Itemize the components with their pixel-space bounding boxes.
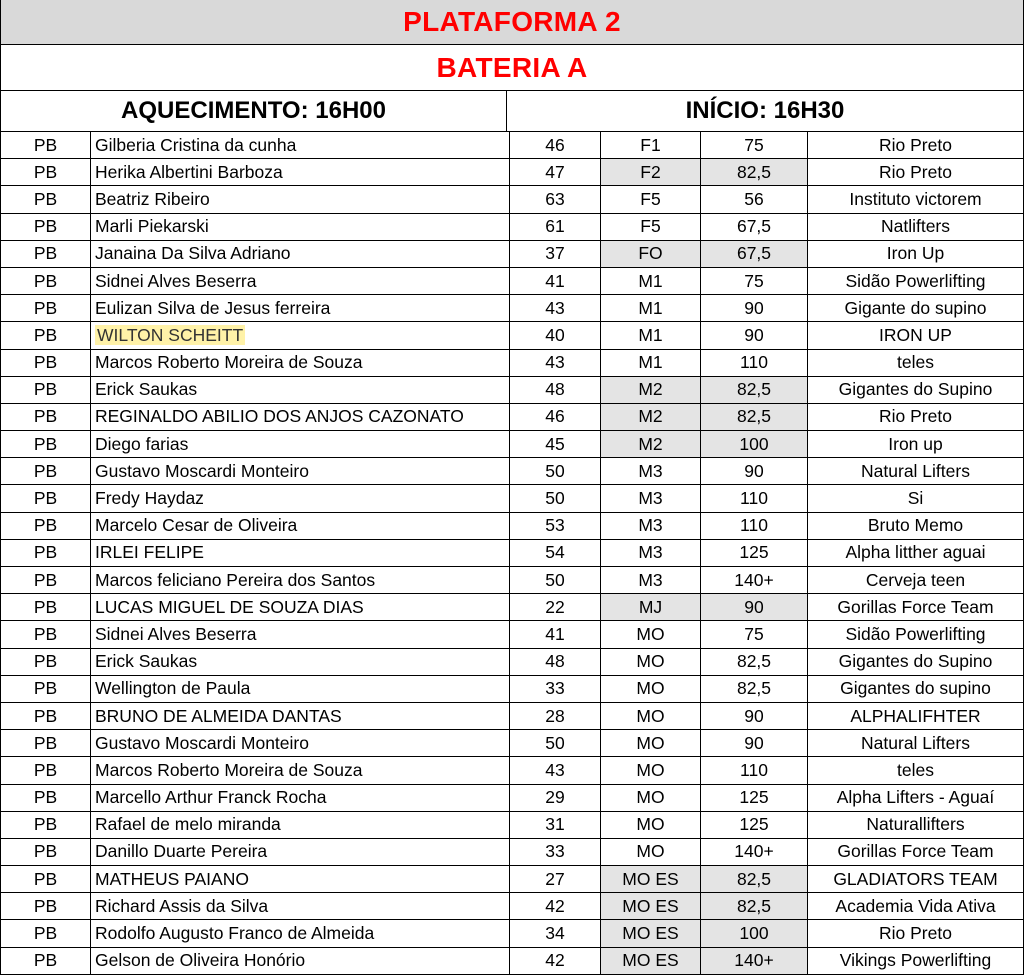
- age-cell[interactable]: 41: [510, 621, 601, 648]
- state-cell[interactable]: PB: [1, 240, 91, 267]
- weight-class-cell[interactable]: 110: [701, 512, 808, 539]
- weight-class-cell[interactable]: 90: [701, 730, 808, 757]
- table-row: [1, 240, 1023, 267]
- age-cell[interactable]: 45: [510, 431, 601, 458]
- athlete-name-cell[interactable]: MATHEUS PAIANO: [91, 866, 510, 893]
- state-cell[interactable]: PB: [1, 458, 91, 485]
- team-cell[interactable]: Natlifters: [808, 213, 1024, 240]
- highlighted-name: WILTON SCHEITT: [97, 324, 244, 345]
- team-cell[interactable]: Rio Preto: [808, 159, 1024, 186]
- table-row: [1, 893, 1023, 920]
- weight-class-cell[interactable]: 90: [701, 295, 808, 322]
- table-row: [1, 730, 1023, 757]
- table-row: [1, 485, 1023, 512]
- weight-class-cell[interactable]: 90: [701, 702, 808, 729]
- age-cell[interactable]: 54: [510, 539, 601, 566]
- athlete-name-cell[interactable]: Erick Saukas: [91, 376, 510, 403]
- team-cell[interactable]: Gorillas Force Team: [808, 594, 1024, 621]
- weight-class-cell[interactable]: 82,5: [701, 376, 808, 403]
- start-time: INÍCIO: 16H30: [685, 97, 845, 124]
- state-cell[interactable]: PB: [1, 159, 91, 186]
- team-cell[interactable]: Naturallifters: [808, 811, 1024, 838]
- age-cell[interactable]: 43: [510, 757, 601, 784]
- age-cell[interactable]: 50: [510, 458, 601, 485]
- athlete-name-cell[interactable]: Gustavo Moscardi Monteiro: [91, 458, 510, 485]
- category-cell[interactable]: MO: [601, 702, 701, 729]
- athlete-name-cell[interactable]: Rodolfo Augusto Franco de Almeida: [91, 920, 510, 947]
- team-cell[interactable]: Sidão Powerlifting: [808, 621, 1024, 648]
- weight-class-cell[interactable]: 90: [701, 322, 808, 349]
- table-row: [1, 322, 1023, 349]
- weight-class-cell[interactable]: 110: [701, 757, 808, 784]
- team-cell[interactable]: Vikings Powerlifting: [808, 947, 1024, 974]
- age-cell[interactable]: 48: [510, 376, 601, 403]
- athlete-name-cell[interactable]: Marcelo Cesar de Oliveira: [91, 512, 510, 539]
- table-row: [1, 784, 1023, 811]
- weight-class-cell[interactable]: 82,5: [701, 403, 808, 430]
- state-cell[interactable]: PB: [1, 648, 91, 675]
- state-cell[interactable]: PB: [1, 594, 91, 621]
- state-cell[interactable]: PB: [1, 866, 91, 893]
- table-row: [1, 403, 1023, 430]
- table-row: [1, 594, 1023, 621]
- state-cell[interactable]: PB: [1, 322, 91, 349]
- athlete-name-cell[interactable]: Sidnei Alves Beserra: [91, 267, 510, 294]
- category-cell[interactable]: MO ES: [601, 947, 701, 974]
- team-cell[interactable]: teles: [808, 349, 1024, 376]
- age-cell[interactable]: 46: [510, 132, 601, 159]
- weight-class-cell[interactable]: 82,5: [701, 893, 808, 920]
- category-cell[interactable]: MO: [601, 838, 701, 865]
- athlete-name-cell[interactable]: Marli Piekarski: [91, 213, 510, 240]
- state-cell[interactable]: PB: [1, 539, 91, 566]
- weight-class-cell[interactable]: 100: [701, 920, 808, 947]
- team-cell[interactable]: Bruto Memo: [808, 512, 1024, 539]
- table-row: [1, 947, 1023, 974]
- age-cell[interactable]: 47: [510, 159, 601, 186]
- category-cell[interactable]: MO ES: [601, 893, 701, 920]
- team-cell[interactable]: Gigante do supino: [808, 295, 1024, 322]
- team-cell[interactable]: Cerveja teen: [808, 567, 1024, 594]
- state-cell[interactable]: PB: [1, 757, 91, 784]
- category-cell[interactable]: M3: [601, 512, 701, 539]
- weight-class-cell[interactable]: 140+: [701, 947, 808, 974]
- athlete-name-cell[interactable]: LUCAS MIGUEL DE SOUZA DIAS: [91, 594, 510, 621]
- team-cell[interactable]: Gorillas Force Team: [808, 838, 1024, 865]
- weight-class-cell[interactable]: 56: [701, 186, 808, 213]
- weight-class-cell[interactable]: 82,5: [701, 866, 808, 893]
- athlete-name-cell[interactable]: Diego farias: [91, 431, 510, 458]
- age-cell[interactable]: 61: [510, 213, 601, 240]
- age-cell[interactable]: 53: [510, 512, 601, 539]
- table-row: [1, 811, 1023, 838]
- team-cell[interactable]: teles: [808, 757, 1024, 784]
- state-cell[interactable]: PB: [1, 893, 91, 920]
- table-row: [1, 295, 1023, 322]
- category-cell[interactable]: M2: [601, 376, 701, 403]
- athlete-table-body: [1, 132, 1023, 974]
- table-row: [1, 648, 1023, 675]
- athlete-name-cell[interactable]: Fredy Haydaz: [91, 485, 510, 512]
- age-cell[interactable]: 34: [510, 920, 601, 947]
- title-row: [1, 0, 1023, 45]
- age-cell[interactable]: 33: [510, 838, 601, 865]
- age-cell[interactable]: 50: [510, 485, 601, 512]
- state-cell[interactable]: PB: [1, 784, 91, 811]
- athlete-name-cell[interactable]: Erick Saukas: [91, 648, 510, 675]
- state-cell[interactable]: PB: [1, 267, 91, 294]
- state-cell[interactable]: PB: [1, 349, 91, 376]
- team-cell[interactable]: Rio Preto: [808, 920, 1024, 947]
- state-cell[interactable]: PB: [1, 431, 91, 458]
- category-cell[interactable]: MJ: [601, 594, 701, 621]
- table-row: [1, 458, 1023, 485]
- state-cell[interactable]: PB: [1, 947, 91, 974]
- category-cell[interactable]: M3: [601, 567, 701, 594]
- athlete-name-cell[interactable]: Janaina Da Silva Adriano: [91, 240, 510, 267]
- weight-class-cell[interactable]: 67,5: [701, 240, 808, 267]
- age-cell[interactable]: 50: [510, 567, 601, 594]
- age-cell[interactable]: 29: [510, 784, 601, 811]
- category-cell[interactable]: FO: [601, 240, 701, 267]
- weight-class-cell[interactable]: 75: [701, 132, 808, 159]
- athlete-name-cell[interactable]: BRUNO DE ALMEIDA DANTAS: [91, 702, 510, 729]
- category-cell[interactable]: M3: [601, 458, 701, 485]
- weight-class-cell[interactable]: 110: [701, 349, 808, 376]
- state-cell[interactable]: PB: [1, 132, 91, 159]
- category-cell[interactable]: M1: [601, 349, 701, 376]
- athlete-name-cell[interactable]: Eulizan Silva de Jesus ferreira: [91, 295, 510, 322]
- athlete-name-cell[interactable]: Danillo Duarte Pereira: [91, 838, 510, 865]
- weight-class-cell[interactable]: 82,5: [701, 675, 808, 702]
- age-cell[interactable]: 41: [510, 267, 601, 294]
- table-row: [1, 838, 1023, 865]
- state-cell[interactable]: PB: [1, 621, 91, 648]
- category-cell[interactable]: M1: [601, 295, 701, 322]
- category-cell[interactable]: F2: [601, 159, 701, 186]
- team-cell[interactable]: Sidão Powerlifting: [808, 267, 1024, 294]
- athlete-name-cell[interactable]: Gilberia Cristina da cunha: [91, 132, 510, 159]
- table-row: [1, 159, 1023, 186]
- age-cell[interactable]: 50: [510, 730, 601, 757]
- weight-class-cell[interactable]: 82,5: [701, 159, 808, 186]
- age-cell[interactable]: 43: [510, 295, 601, 322]
- age-cell[interactable]: 43: [510, 349, 601, 376]
- state-cell[interactable]: PB: [1, 512, 91, 539]
- warmup-time: AQUECIMENTO: 16H00: [1, 91, 507, 131]
- weight-class-cell[interactable]: 75: [701, 267, 808, 294]
- team-cell[interactable]: Gigantes do supino: [808, 675, 1024, 702]
- table-row: [1, 186, 1023, 213]
- athlete-name-cell[interactable]: Beatriz Ribeiro: [91, 186, 510, 213]
- team-cell[interactable]: GLADIATORS TEAM: [808, 866, 1024, 893]
- weight-class-cell[interactable]: 75: [701, 621, 808, 648]
- table-row: [1, 675, 1023, 702]
- age-cell[interactable]: 42: [510, 893, 601, 920]
- team-cell[interactable]: Alpha litther aguai: [808, 539, 1024, 566]
- table-row: [1, 621, 1023, 648]
- age-cell[interactable]: 46: [510, 403, 601, 430]
- category-cell[interactable]: MO: [601, 757, 701, 784]
- state-cell[interactable]: PB: [1, 567, 91, 594]
- weight-class-cell[interactable]: 90: [701, 594, 808, 621]
- athlete-name-cell[interactable]: [91, 322, 510, 349]
- category-cell[interactable]: M3: [601, 539, 701, 566]
- team-cell[interactable]: Alpha Lifters - Aguaí: [808, 784, 1024, 811]
- team-cell[interactable]: Natural Lifters: [808, 458, 1024, 485]
- age-cell[interactable]: 37: [510, 240, 601, 267]
- table-row: [1, 757, 1023, 784]
- category-cell[interactable]: MO ES: [601, 866, 701, 893]
- age-cell[interactable]: 63: [510, 186, 601, 213]
- team-cell[interactable]: Academia Vida Ativa: [808, 893, 1024, 920]
- table-row: [1, 132, 1023, 159]
- table-row: [1, 431, 1023, 458]
- weight-class-cell[interactable]: 140+: [701, 567, 808, 594]
- category-cell[interactable]: MO: [601, 675, 701, 702]
- state-cell[interactable]: PB: [1, 675, 91, 702]
- table-row: [1, 539, 1023, 566]
- state-cell[interactable]: PB: [1, 920, 91, 947]
- weight-class-cell[interactable]: 140+: [701, 838, 808, 865]
- category-cell[interactable]: MO: [601, 648, 701, 675]
- state-cell[interactable]: PB: [1, 838, 91, 865]
- category-cell[interactable]: M1: [601, 267, 701, 294]
- athlete-name-cell[interactable]: Marcello Arthur Franck Rocha: [91, 784, 510, 811]
- age-cell[interactable]: 48: [510, 648, 601, 675]
- athlete-table: [1, 132, 1023, 975]
- athlete-name-cell[interactable]: Marcos Roberto Moreira de Souza: [91, 757, 510, 784]
- weight-class-cell[interactable]: 67,5: [701, 213, 808, 240]
- team-cell[interactable]: IRON UP: [808, 322, 1024, 349]
- category-cell[interactable]: MO: [601, 784, 701, 811]
- state-cell[interactable]: PB: [1, 702, 91, 729]
- age-cell[interactable]: 31: [510, 811, 601, 838]
- athlete-name-cell[interactable]: Marcos feliciano Pereira dos Santos: [91, 567, 510, 594]
- athlete-name-cell[interactable]: Sidnei Alves Beserra: [91, 621, 510, 648]
- team-cell[interactable]: Rio Preto: [808, 403, 1024, 430]
- athlete-name-cell[interactable]: IRLEI FELIPE: [91, 539, 510, 566]
- age-cell[interactable]: 33: [510, 675, 601, 702]
- table-row: [1, 512, 1023, 539]
- weight-class-cell[interactable]: 82,5: [701, 648, 808, 675]
- age-cell[interactable]: 28: [510, 702, 601, 729]
- athlete-name-cell[interactable]: Marcos Roberto Moreira de Souza: [91, 349, 510, 376]
- team-cell[interactable]: Gigantes do Supino: [808, 648, 1024, 675]
- category-cell[interactable]: M2: [601, 403, 701, 430]
- weight-class-cell[interactable]: 110: [701, 485, 808, 512]
- subtitle-row: [1, 45, 1023, 91]
- state-cell[interactable]: PB: [1, 403, 91, 430]
- weight-class-cell[interactable]: 125: [701, 539, 808, 566]
- table-row: [1, 213, 1023, 240]
- table-row: [1, 920, 1023, 947]
- state-cell[interactable]: PB: [1, 376, 91, 403]
- table-row: [1, 267, 1023, 294]
- state-cell[interactable]: PB: [1, 186, 91, 213]
- age-cell[interactable]: 42: [510, 947, 601, 974]
- athlete-name-cell[interactable]: REGINALDO ABILIO DOS ANJOS CAZONATO: [91, 403, 510, 430]
- team-cell[interactable]: ALPHALIFHTER: [808, 702, 1024, 729]
- state-cell[interactable]: PB: [1, 485, 91, 512]
- category-cell[interactable]: MO ES: [601, 920, 701, 947]
- platform-title: PLATAFORMA 2: [403, 6, 621, 37]
- table-row: [1, 702, 1023, 729]
- athlete-name-cell[interactable]: Wellington de Paula: [91, 675, 510, 702]
- team-cell[interactable]: Iron up: [808, 431, 1024, 458]
- category-cell[interactable]: MO: [601, 621, 701, 648]
- athlete-name-cell[interactable]: Rafael de melo miranda: [91, 811, 510, 838]
- team-cell[interactable]: Instituto victorem: [808, 186, 1024, 213]
- battery-title: BATERIA A: [436, 51, 588, 83]
- team-cell[interactable]: Natural Lifters: [808, 730, 1024, 757]
- weight-class-cell[interactable]: 125: [701, 784, 808, 811]
- age-cell[interactable]: 27: [510, 866, 601, 893]
- table-row: [1, 567, 1023, 594]
- athlete-name-cell[interactable]: Gelson de Oliveira Honório: [91, 947, 510, 974]
- athlete-name-cell[interactable]: Herika Albertini Barboza: [91, 159, 510, 186]
- category-cell[interactable]: M1: [601, 322, 701, 349]
- category-cell[interactable]: F5: [601, 186, 701, 213]
- table-row: [1, 866, 1023, 893]
- category-cell[interactable]: M3: [601, 485, 701, 512]
- team-cell[interactable]: Gigantes do Supino: [808, 376, 1024, 403]
- state-cell[interactable]: PB: [1, 295, 91, 322]
- team-cell[interactable]: Rio Preto: [808, 132, 1024, 159]
- athlete-name-cell[interactable]: Gustavo Moscardi Monteiro: [91, 730, 510, 757]
- state-cell[interactable]: PB: [1, 213, 91, 240]
- category-cell[interactable]: M2: [601, 431, 701, 458]
- category-cell[interactable]: F5: [601, 213, 701, 240]
- weight-class-cell[interactable]: 125: [701, 811, 808, 838]
- athlete-name-cell[interactable]: Richard Assis da Silva: [91, 893, 510, 920]
- age-cell[interactable]: 40: [510, 322, 601, 349]
- age-cell[interactable]: 22: [510, 594, 601, 621]
- team-cell[interactable]: Si: [808, 485, 1024, 512]
- team-cell[interactable]: Iron Up: [808, 240, 1024, 267]
- category-cell[interactable]: MO: [601, 811, 701, 838]
- weight-class-cell[interactable]: 90: [701, 458, 808, 485]
- state-cell[interactable]: PB: [1, 730, 91, 757]
- table-row: [1, 376, 1023, 403]
- category-cell[interactable]: F1: [601, 132, 701, 159]
- state-cell[interactable]: PB: [1, 811, 91, 838]
- schedule-header: [1, 91, 1023, 132]
- weight-class-cell[interactable]: 100: [701, 431, 808, 458]
- category-cell[interactable]: MO: [601, 730, 701, 757]
- table-row: [1, 349, 1023, 376]
